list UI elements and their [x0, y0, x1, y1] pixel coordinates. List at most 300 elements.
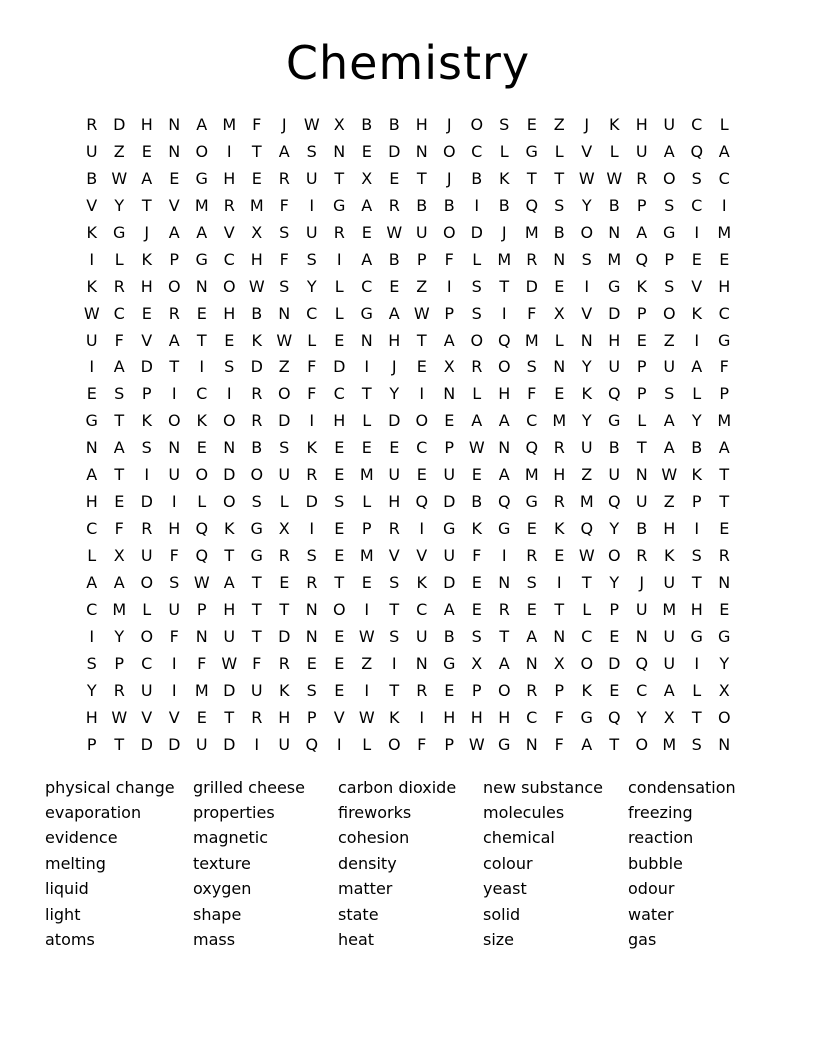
grid-letter: C [581, 626, 593, 646]
grid-letter: E [444, 680, 455, 700]
grid-letter: S [224, 357, 235, 377]
grid-letter: A [663, 411, 675, 431]
grid-letter: U [663, 357, 676, 377]
grid-letter: N [553, 357, 566, 377]
grid-letter: Q [415, 492, 429, 512]
grid-letter: U [305, 222, 318, 242]
grid-letter: D [333, 357, 346, 377]
grid-letter: I [364, 680, 370, 700]
grid-letter: H [85, 492, 98, 512]
grid-letter: U [635, 599, 648, 619]
grid-row [78, 166, 738, 193]
grid-letter: D [608, 653, 621, 673]
grid-letter: Y [114, 195, 125, 215]
grid-letter: T [389, 599, 400, 619]
grid-letter: E [334, 438, 345, 458]
grid-letter: T [334, 572, 345, 592]
grid-letter: E [471, 465, 482, 485]
grid-letter: X [718, 680, 730, 700]
word-list-item: mass [193, 929, 236, 949]
grid-letter: K [581, 680, 592, 700]
grid-letter: U [85, 330, 98, 350]
grid-letter: K [636, 276, 647, 296]
grid-letter: E [719, 599, 730, 619]
grid-letter: O [195, 141, 209, 161]
grid-letter: G [498, 519, 511, 539]
grid-letter: E [196, 303, 207, 323]
grid-letter: X [251, 222, 263, 242]
grid-letter: I [584, 276, 590, 296]
grid-row [78, 354, 738, 381]
grid-letter: W [606, 168, 623, 188]
word-list-item: condensation [628, 777, 736, 797]
grid-letter: U [663, 115, 676, 134]
grid-letter: M [194, 680, 209, 700]
grid-letter: C [416, 599, 428, 619]
grid-letter: K [499, 168, 510, 188]
grid-letter: F [472, 546, 482, 565]
grid-letter: D [608, 303, 621, 323]
grid-letter: P [141, 384, 152, 404]
grid-letter: W [578, 546, 595, 565]
grid-letter: E [334, 653, 345, 673]
grid-row [78, 247, 738, 274]
grid-row [78, 705, 738, 732]
grid-letter: H [635, 115, 648, 134]
grid-letter: R [636, 168, 648, 188]
grid-letter: E [471, 599, 482, 619]
grid-letter: M [194, 195, 209, 215]
word-list-column [45, 775, 193, 953]
word-list-item: heat [338, 929, 375, 949]
grid-row [78, 543, 738, 570]
grid-letter: P [471, 680, 482, 700]
grid-letter: L [362, 492, 372, 512]
grid-letter: Y [114, 626, 125, 646]
grid-letter: R [168, 303, 180, 323]
grid-letter: N [718, 572, 731, 592]
grid-letter: P [609, 599, 620, 619]
grid-letter: A [498, 411, 510, 431]
word-list-item: carbon dioxide [338, 777, 457, 797]
grid-letter: A [196, 115, 208, 134]
grid-letter: H [388, 330, 401, 350]
grid-letter: U [635, 141, 648, 161]
grid-letter: U [415, 222, 428, 242]
grid-letter: F [307, 357, 317, 377]
grid-letter: S [141, 438, 152, 458]
word-list-item: grilled cheese [193, 777, 305, 797]
grid-letter: C [223, 249, 235, 269]
grid-letter: Q [497, 492, 511, 512]
grid-letter: A [691, 357, 703, 377]
grid-letter: U [608, 357, 621, 377]
grid-letter: L [142, 599, 152, 619]
grid-letter: Z [113, 141, 125, 161]
grid-letter: J [639, 572, 645, 592]
grid-letter: A [113, 438, 125, 458]
grid-letter: B [251, 438, 263, 458]
grid-letter: C [526, 411, 538, 431]
grid-letter: E [361, 222, 372, 242]
grid-letter: M [552, 411, 567, 431]
grid-letter: N [553, 626, 566, 646]
grid-letter: A [443, 330, 455, 350]
grid-letter: E [251, 168, 262, 188]
grid-letter: B [361, 115, 373, 134]
grid-letter: A [223, 572, 235, 592]
word-list-item: solid [483, 904, 521, 924]
grid-letter: C [471, 141, 483, 161]
grid-letter: H [470, 707, 483, 727]
grid-letter: Y [719, 653, 730, 673]
grid-letter: M [607, 249, 622, 269]
grid-letter: B [443, 195, 455, 215]
grid-letter: T [361, 384, 372, 404]
grid-letter: R [718, 546, 730, 565]
grid-letter: E [389, 438, 400, 458]
grid-letter: L [114, 249, 124, 269]
grid-letter: C [306, 303, 318, 323]
grid-row [78, 678, 738, 705]
grid-letter: Q [195, 546, 209, 565]
grid-letter: E [554, 384, 565, 404]
grid-letter: R [388, 519, 400, 539]
grid-letter: D [525, 276, 538, 296]
grid-letter: U [635, 492, 648, 512]
grid-letter: L [472, 384, 482, 404]
grid-letter: P [636, 303, 647, 323]
grid-letter: I [171, 492, 177, 512]
grid-letter: O [470, 330, 484, 350]
grid-letter: N [305, 626, 318, 646]
grid-letter: N [525, 653, 538, 673]
grid-letter: I [171, 653, 177, 673]
grid-letter: H [718, 276, 731, 296]
grid-letter: T [196, 330, 207, 350]
grid-letter: I [501, 303, 507, 323]
grid-letter: K [609, 115, 620, 134]
grid-row [78, 435, 738, 462]
grid-letter: D [388, 141, 401, 161]
grid-letter: X [278, 519, 290, 539]
grid-letter: I [419, 707, 425, 727]
grid-letter: Y [581, 411, 592, 431]
grid-letter: E [196, 707, 207, 727]
grid-letter: J [391, 357, 397, 377]
grid-letter: G [443, 653, 456, 673]
grid-letter: A [113, 572, 125, 592]
grid-letter: N [85, 438, 98, 458]
grid-letter: M [359, 546, 374, 565]
grid-letter: C [691, 115, 703, 134]
grid-letter: Q [497, 330, 511, 350]
grid-letter: N [635, 465, 648, 485]
grid-letter: T [554, 168, 565, 188]
grid-letter: I [226, 141, 232, 161]
grid-letter: R [498, 599, 510, 619]
grid-letter: O [277, 384, 291, 404]
grid-letter: E [169, 168, 180, 188]
grid-letter: B [636, 519, 648, 539]
grid-letter: Z [663, 492, 675, 512]
grid-letter: I [89, 249, 95, 269]
grid-letter: U [388, 465, 401, 485]
grid-letter: J [584, 115, 590, 134]
grid-letter: T [334, 168, 345, 188]
grid-letter: R [526, 546, 538, 565]
grid-letter: L [554, 141, 564, 161]
grid-letter: I [721, 195, 727, 215]
grid-letter: T [169, 357, 180, 377]
grid-letter: D [278, 411, 291, 431]
grid-letter: T [499, 276, 510, 296]
grid-letter: E [141, 303, 152, 323]
grid-letter: C [526, 707, 538, 727]
grid-letter: X [113, 546, 125, 565]
grid-letter: H [333, 411, 346, 431]
word-list-item: new substance [483, 777, 603, 797]
grid-letter: B [471, 168, 483, 188]
grid-letter: S [664, 384, 675, 404]
grid-letter: T [719, 465, 730, 485]
grid-letter: E [389, 168, 400, 188]
word-list-column [193, 775, 338, 953]
grid-letter: I [309, 195, 315, 215]
grid-letter: U [580, 438, 593, 458]
grid-letter: I [556, 572, 562, 592]
grid-letter: E [224, 330, 235, 350]
grid-letter: F [169, 626, 179, 646]
grid-letter: U [250, 680, 263, 700]
grid-letter: U [305, 168, 318, 188]
grid-letter: E [306, 653, 317, 673]
grid-letter: R [471, 357, 483, 377]
grid-letter: I [474, 195, 480, 215]
grid-letter: D [113, 115, 126, 134]
grid-letter: S [526, 572, 537, 592]
grid-letter: F [417, 734, 427, 754]
grid-letter: P [114, 653, 125, 673]
word-list-item: gas [628, 929, 657, 949]
grid-letter: O [470, 115, 484, 134]
grid-letter: E [86, 384, 97, 404]
grid-letter: A [361, 195, 373, 215]
grid-letter: J [446, 115, 452, 134]
grid-letter: P [636, 195, 647, 215]
grid-letter: P [444, 438, 455, 458]
grid-letter: R [113, 276, 125, 296]
grid-letter: C [113, 303, 125, 323]
grid-letter: T [114, 411, 125, 431]
grid-letter: K [86, 276, 97, 296]
word-list-item: evaporation [45, 802, 142, 822]
grid-letter: E [196, 438, 207, 458]
grid-letter: O [140, 572, 154, 592]
grid-letter: V [581, 141, 593, 161]
grid-row [78, 274, 738, 301]
grid-letter: L [307, 330, 317, 350]
grid-letter: F [197, 653, 207, 673]
grid-letter: E [526, 519, 537, 539]
puzzle-title: Chemistry [285, 36, 531, 90]
grid-letter: I [446, 276, 452, 296]
grid-letter: Y [86, 680, 97, 700]
grid-letter: D [250, 357, 263, 377]
grid-letter: L [609, 141, 619, 161]
grid-letter: S [389, 626, 400, 646]
grid-letter: H [608, 330, 621, 350]
grid-letter: S [691, 734, 702, 754]
grid-letter: N [305, 599, 318, 619]
grid-letter: D [470, 222, 483, 242]
grid-letter: X [443, 357, 455, 377]
word-list [45, 775, 816, 953]
grid-letter: A [388, 303, 400, 323]
grid-letter: O [497, 357, 511, 377]
grid-letter: M [524, 330, 539, 350]
grid-letter: R [306, 465, 318, 485]
grid-letter: F [554, 707, 564, 727]
grid-letter: R [278, 168, 290, 188]
grid-letter: K [279, 680, 290, 700]
grid-row [78, 112, 738, 139]
grid-letter: N [498, 438, 511, 458]
grid-letter: V [691, 276, 703, 296]
grid-letter: Z [278, 357, 290, 377]
grid-letter: I [89, 357, 95, 377]
grid-letter: H [140, 276, 153, 296]
grid-letter: W [578, 168, 595, 188]
grid-letter: S [554, 195, 565, 215]
grid-letter: L [499, 141, 509, 161]
grid-letter: V [333, 707, 345, 727]
grid-letter: R [223, 195, 235, 215]
grid-letter: Q [195, 519, 209, 539]
grid-letter: F [527, 303, 537, 323]
grid-letter: G [690, 626, 703, 646]
word-list-item: colour [483, 853, 533, 873]
grid-letter: X [471, 653, 483, 673]
grid-letter: D [223, 465, 236, 485]
grid-letter: O [332, 599, 346, 619]
grid-letter: E [334, 330, 345, 350]
grid-letter: V [223, 222, 235, 242]
grid-letter: O [140, 626, 154, 646]
grid-letter: I [336, 734, 342, 754]
grid-letter: V [416, 546, 428, 565]
grid-letter: G [195, 249, 208, 269]
grid-row [78, 381, 738, 408]
word-list-item: state [338, 904, 379, 924]
grid-letter: N [333, 141, 346, 161]
grid-letter: U [443, 465, 456, 485]
grid-letter: S [306, 141, 317, 161]
grid-letter: W [358, 707, 375, 727]
grid-letter: E [719, 249, 730, 269]
grid-letter: N [168, 141, 181, 161]
grid-letter: A [718, 438, 730, 458]
grid-letter: N [168, 115, 181, 134]
grid-letter: P [361, 519, 372, 539]
grid-letter: M [662, 599, 677, 619]
grid-letter: W [413, 303, 430, 323]
grid-letter: R [278, 546, 290, 565]
grid-letter: F [252, 653, 262, 673]
grid-letter: I [89, 626, 95, 646]
grid-letter: F [114, 519, 124, 539]
grid-letter: E [719, 519, 730, 539]
grid-letter: A [86, 572, 98, 592]
grid-letter: D [168, 734, 181, 754]
word-list-item: atoms [45, 929, 95, 949]
grid-letter: P [719, 384, 730, 404]
grid-letter: Q [607, 492, 621, 512]
grid-letter: T [279, 599, 290, 619]
grid-letter: O [717, 707, 731, 727]
grid-letter: C [718, 303, 730, 323]
grid-letter: I [419, 384, 425, 404]
grid-letter: O [607, 546, 621, 565]
grid-letter: K [389, 707, 400, 727]
grid-letter: N [718, 734, 731, 754]
grid-letter: I [694, 519, 700, 539]
grid-letter: G [250, 519, 263, 539]
grid-letter: M [524, 465, 539, 485]
grid-letter: I [364, 357, 370, 377]
grid-letter: W [386, 222, 403, 242]
grid-letter: F [719, 357, 729, 377]
grid-row [78, 516, 738, 543]
grid-letter: S [664, 276, 675, 296]
grid-letter: E [471, 572, 482, 592]
grid-letter: H [443, 707, 456, 727]
grid-letter: G [663, 222, 676, 242]
grid-letter: E [334, 546, 345, 565]
grid-letter: H [168, 519, 181, 539]
word-list-item: physical change [45, 777, 175, 797]
grid-letter: F [114, 330, 124, 350]
grid-row [78, 489, 738, 516]
grid-letter: B [86, 168, 98, 188]
grid-letter: O [662, 168, 676, 188]
grid-letter: D [223, 680, 236, 700]
grid-letter: E [609, 680, 620, 700]
grid-letter: U [140, 680, 153, 700]
grid-letter: R [306, 572, 318, 592]
grid-letter: O [580, 222, 594, 242]
grid-letter: M [662, 734, 677, 754]
grid-letter: E [361, 438, 372, 458]
grid-letter: E [334, 680, 345, 700]
grid-letter: T [526, 168, 537, 188]
grid-letter: I [391, 653, 397, 673]
grid-letter: A [141, 168, 153, 188]
grid-letter: G [580, 707, 593, 727]
word-list-item: water [628, 904, 674, 924]
grid-letter: S [86, 653, 97, 673]
grid-letter: T [224, 546, 235, 565]
grid-letter: A [498, 653, 510, 673]
grid-letter: U [85, 141, 98, 161]
grid-letter: T [251, 599, 262, 619]
grid-row [78, 570, 738, 597]
grid-letter: A [278, 141, 290, 161]
grid-letter: N [415, 653, 428, 673]
grid-letter: L [554, 330, 564, 350]
grid-letter: T [554, 599, 565, 619]
grid-row [78, 301, 738, 328]
